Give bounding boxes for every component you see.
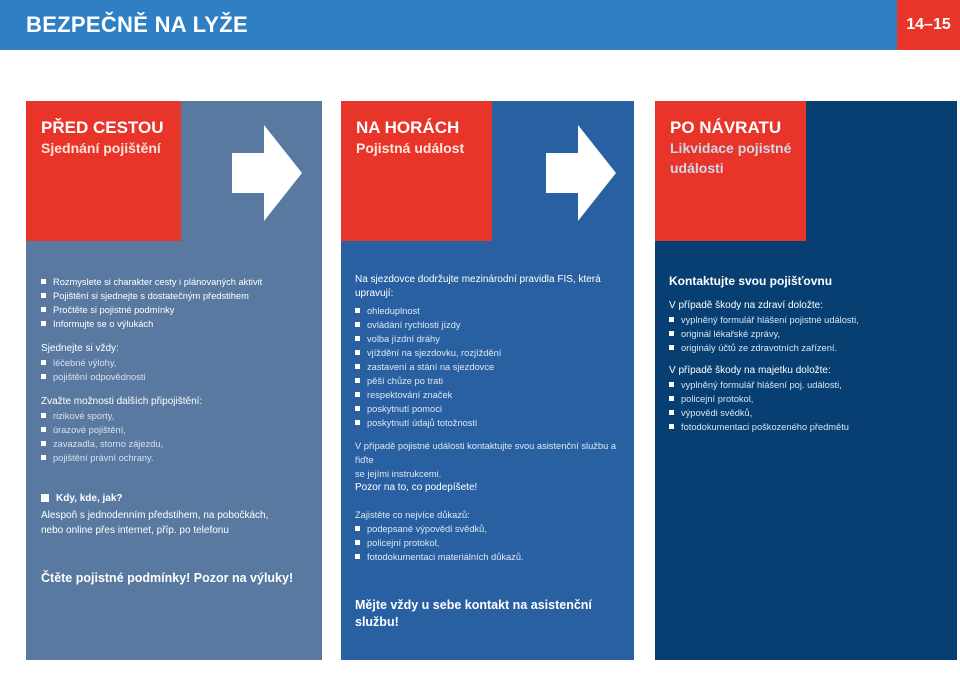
bullet-icon <box>355 350 360 355</box>
column-1-body <box>41 275 311 465</box>
column-3-subtitle: Likvidace pojistné události <box>670 140 792 176</box>
list-item: respektování značek <box>355 388 625 402</box>
property-heading: V případě škody na majetku doložte: <box>669 365 831 376</box>
contact-heading: Kontaktujte svou pojišťovnu <box>669 274 833 288</box>
bullet-icon <box>669 396 674 401</box>
list-item: Pročtěte si pojistné podmínky <box>41 303 311 317</box>
bullet-icon <box>669 424 674 429</box>
intro-line: upravují: <box>355 288 394 299</box>
bullet-icon <box>355 420 360 425</box>
list-item: poskytnutí pomoci <box>355 402 625 416</box>
evidence-heading: Zajistěte co nejvíce důkazů: <box>355 510 470 520</box>
group-heading: Sjednejte si vždy: <box>41 343 119 354</box>
list-item: úrazové pojištění, <box>41 423 311 437</box>
list-item: originál lékařské zprávy, <box>669 327 949 341</box>
column-on-mountains <box>341 101 634 660</box>
column-1-title: PŘED CESTOU <box>41 118 164 137</box>
column-3-body <box>669 273 949 434</box>
bullet-icon <box>355 540 360 545</box>
sign-heading: Pozor na to, co podepíšete! <box>355 482 478 493</box>
column-2-body <box>355 273 625 481</box>
column-2-title: NA HORÁCH <box>356 118 460 137</box>
list-item: pojištění právní ochrany. <box>41 451 311 465</box>
list-item: fotodokumentaci poškozeného předmětu <box>669 420 949 434</box>
column-3-header <box>655 101 806 241</box>
page-number-badge: 14–15 <box>897 0 960 50</box>
column-after-return <box>655 101 957 660</box>
page-title: BEZPEČNĚ NA LYŽE <box>26 12 248 37</box>
where-heading: Kdy, kde, jak? <box>41 491 316 506</box>
list-item: rizikové sporty, <box>41 409 311 423</box>
bullet-icon <box>355 336 360 341</box>
bullet-icon <box>41 374 46 379</box>
bullet-icon <box>669 331 674 336</box>
list-item: zavazadla, storno zájezdu, <box>41 437 311 451</box>
list-item: ovládání rychlosti jízdy <box>355 318 625 332</box>
bullet-icon <box>41 279 46 284</box>
list-item: ohleduplnost <box>355 304 625 318</box>
list-item: policejní protokol, <box>355 536 625 550</box>
column-1-subtitle: Sjednání pojištění <box>41 140 161 156</box>
after-text: se jejími instrukcemi. <box>355 469 442 479</box>
list-item: pěší chůze po trati <box>355 374 625 388</box>
bullet-icon <box>41 321 46 326</box>
right-arrow-icon <box>232 125 302 221</box>
intro-line: Na sjezdovce dodržujte mezinárodní pravidla FIS, která <box>355 274 601 285</box>
bullet-icon <box>355 392 360 397</box>
right-arrow-icon <box>546 125 616 221</box>
bullet-icon <box>355 554 360 559</box>
bullet-icon <box>355 378 360 383</box>
list-item: policejní protokol, <box>669 392 949 406</box>
list-item: výpovědi svědků, <box>669 406 949 420</box>
bullet-icon <box>355 364 360 369</box>
bullet-icon <box>355 406 360 411</box>
list-item: léčebné výlohy, <box>41 356 311 370</box>
bullet-icon <box>355 308 360 313</box>
list-item: volba jízdní dráhy <box>355 332 625 346</box>
evidence-section <box>355 508 625 564</box>
list-item: Informujte se o výlukách <box>41 317 311 331</box>
list-item: poskytnutí údajů totožnosti <box>355 416 625 430</box>
after-text: V případě pojistné události kontaktujte svou asistenční službu a řiďte <box>355 441 616 465</box>
bullet-icon <box>41 413 46 418</box>
column-3-title: PO NÁVRATU <box>670 118 782 137</box>
list-item: podepsané výpovědi svědků, <box>355 522 625 536</box>
column-1-header <box>26 101 181 241</box>
column-before-trip <box>26 101 322 660</box>
where-text-line: Alespoň s jednodenním předstihem, na pobočkách, <box>41 510 269 521</box>
bullet-icon <box>41 293 46 298</box>
column-2-subtitle: Pojistná událost <box>356 140 465 156</box>
list-item: Rozmyslete si charakter cesty i plánovaných aktivit <box>41 275 311 289</box>
bullet-icon <box>41 307 46 312</box>
group-heading: Zvažte možnosti dalších připojištění: <box>41 396 203 407</box>
list-item: originály účtů ze zdravotních zařízení. <box>669 341 949 355</box>
column-2-closing: Mějte vždy u sebe kontakt na asistenční službu! <box>355 598 592 629</box>
bullet-icon <box>41 441 46 446</box>
where-text-line: nebo online přes internet, příp. po telefonu <box>41 525 229 536</box>
bullet-icon <box>669 410 674 415</box>
bullet-icon <box>355 526 360 531</box>
list-item: pojištění odpovědnosti <box>41 370 311 384</box>
list-item: fotodokumentaci materiálních důkazů. <box>355 550 625 564</box>
list-item: vyplněný formulář hlášení poj. události, <box>669 378 949 392</box>
list-item: vjíždění na sjezdovku, rozjíždění <box>355 346 625 360</box>
list-item: Pojištění si sjednejte s dostatečným předstihem <box>41 289 311 303</box>
column-2-header <box>341 101 492 241</box>
bullet-icon <box>669 382 674 387</box>
health-heading: V případě škody na zdraví doložte: <box>669 300 823 311</box>
bullet-icon <box>41 455 46 460</box>
header-bar <box>0 0 960 50</box>
bullet-icon <box>669 317 674 322</box>
list-item: zastavení a stání na sjezdovce <box>355 360 625 374</box>
bullet-icon <box>41 494 49 502</box>
column-1-closing: Čtěte pojistné podmínky! Pozor na výluky! <box>41 571 294 585</box>
bullet-icon <box>41 360 46 365</box>
where-section <box>41 491 316 538</box>
bullet-icon <box>669 345 674 350</box>
bullet-icon <box>41 427 46 432</box>
list-item: vyplněný formulář hlášení pojistné události, <box>669 313 949 327</box>
bullet-icon <box>355 322 360 327</box>
